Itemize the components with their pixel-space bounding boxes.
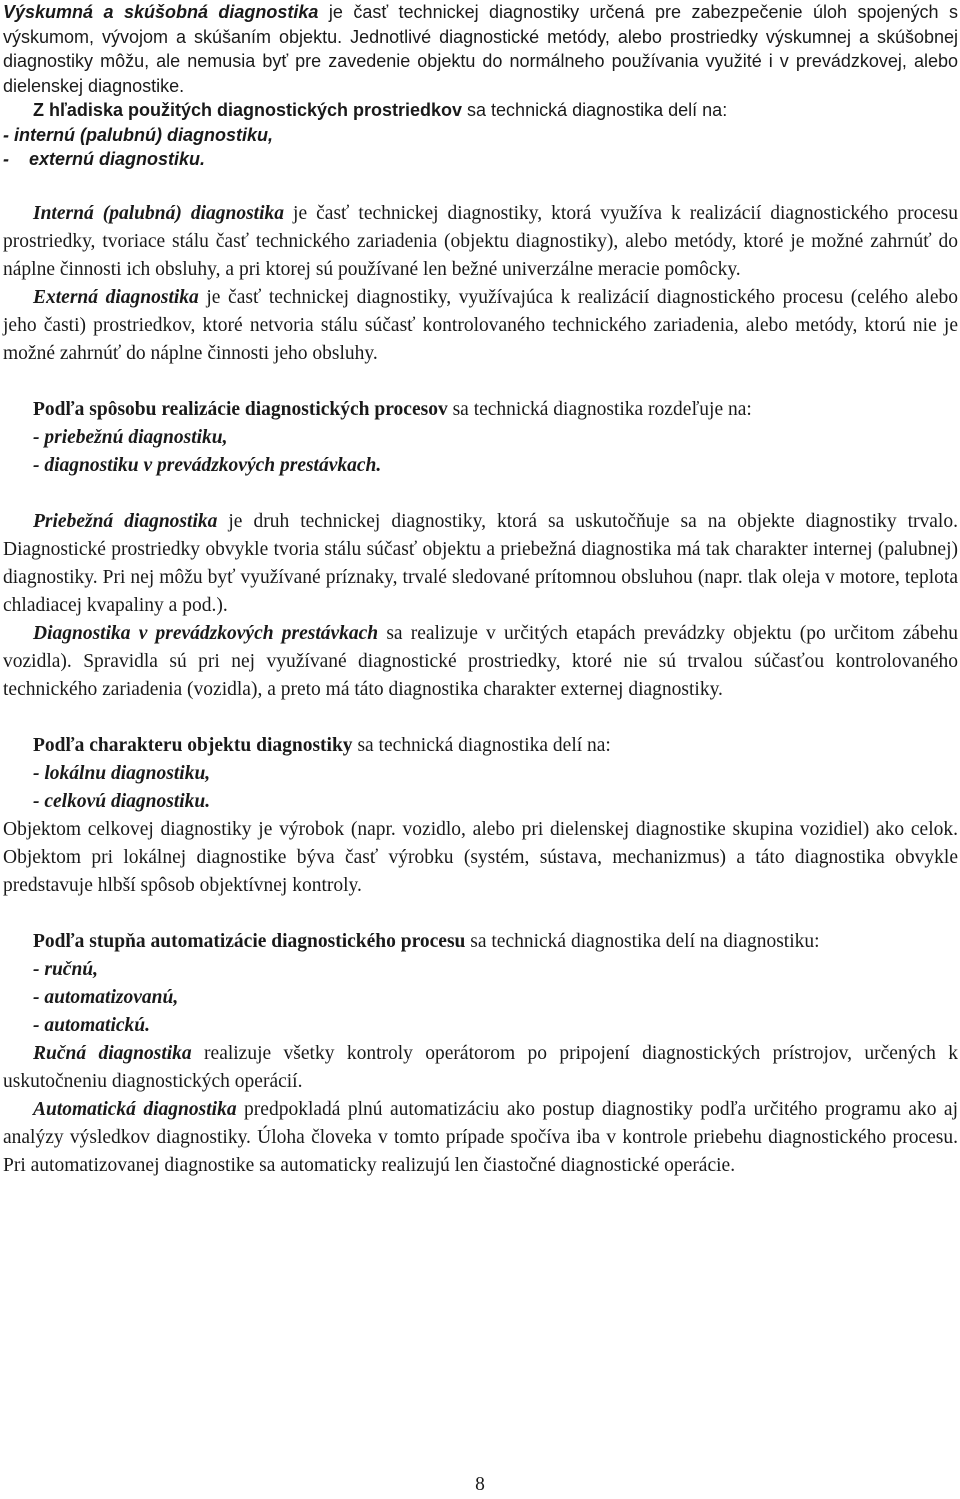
section1-item-1: - internú (palubnú) diagnostiku, xyxy=(3,124,273,145)
section4-p1-text: realizuje všetky kontroly operátorom po pripojení diagnostických prístrojov, určených k uskutočneniu diagnostických operácií. xyxy=(3,1042,958,1092)
section4-heading-bold: Podľa stupňa automatizácie diagnostického procesu xyxy=(33,930,466,952)
intro-text: je časť technickej diagnostiky určená pre zabezpečenie úloh spojených s výskumom, vývojom a skúšaním objektu. Jednotlivé diagnostické metódy, alebo prostriedky výskumnej a skúšobnej diagnostiky môžu, ale nemusia byť pre zavedenie objektu do normálneho používania využité i v prevádzkovej, alebo dielenskej diagnostike. xyxy=(3,2,958,96)
section1-heading-tail: sa technická diagnostika delí na: xyxy=(462,100,728,120)
section3-paragraph-1: Objektom celkovej diagnostiky je výrobok (napr. vozidlo, alebo pri dielenskej diagnostike skupina vozidiel) ako celok. Objektom pri lokálnej diagnostike býva časť výrobku (systém, sústava, mechanizmus) a táto diagnostika obvykle predstavuje hlbší spôsob objektívnej kontroly. xyxy=(3,818,958,896)
section3-item-1: - lokálnu diagnostiku, xyxy=(33,762,211,784)
section3-item-2: - celkovú diagnostiku. xyxy=(33,790,211,812)
section2-heading-tail: sa technická diagnostika rozdeľuje na: xyxy=(447,398,752,420)
section4-p2-text: predpokladá plnú automatizáciu ako postup diagnostiky podľa určitého programu ako aj analýzy výsledkov diagnostiky. Úloha človeka v tomto prípade spočíva iba v kontrole priebehu diagnostického procesu. Pri automatizovanej diagnostike sa automaticky realizujú len čiastočné diagnostické operácie. xyxy=(3,1098,958,1176)
section2-heading-bold: Podľa spôsobu realizácie diagnostických procesov xyxy=(33,398,448,420)
section2-paragraph-1 xyxy=(3,508,958,620)
section3-heading-bold: Podľa charakteru objektu diagnostiky xyxy=(33,734,353,756)
section2-p1-text: je druh technickej diagnostiky, ktorá sa uskutočňuje sa na objekte diagnostiky trvalo. Diagnostické prostriedky obvykle tvoria stálu súčasť objektu a priebežná diagnostika má tak charakter internej (palubnej) diagnostiky. Pri nej môžu byť využívané príznaky, trvalé sledované prítomnou obsluhou (napr. tlak oleja v motore, teplota chladiacej kvapaliny a pod.). xyxy=(3,510,958,616)
section3-heading xyxy=(3,732,958,760)
section2-paragraph-2 xyxy=(3,620,958,704)
intro-paragraph xyxy=(3,0,958,98)
section1-heading-bold: Z hľadiska použitých diagnostických prostriedkov xyxy=(33,100,463,120)
section4-heading-tail: sa technická diagnostika delí na diagnostiku: xyxy=(465,930,820,952)
page-number: 8 xyxy=(475,1474,485,1495)
section4-heading xyxy=(3,928,958,956)
section2-p2-text: sa realizuje v určitých etapách prevádzky objektu (po určitom zábehu vozidla). Spravidla sú pri nej využívané diagnostické prostriedky, ktoré nie sú trvalou súčasťou kontrolovaného technického zariadenia (vozidla), a preto má táto diagnostika charakter externej diagnostiky. xyxy=(3,622,958,700)
section4-p1-term: Ručná diagnostika xyxy=(33,1042,192,1064)
section2-item-2: - diagnostiku v prevádzkových prestávkach. xyxy=(33,454,382,476)
section1-item-2: - externú diagnostiku. xyxy=(3,149,206,169)
section2-item-1: - priebežnú diagnostiku, xyxy=(33,426,228,448)
section4-paragraph-1 xyxy=(3,1040,958,1096)
section2-p2-term: Diagnostika v prevádzkových prestávkach xyxy=(33,622,379,644)
section4-item-3: - automatickú. xyxy=(33,1014,151,1036)
section4-item-2: - automatizovanú, xyxy=(33,986,179,1008)
section1-heading xyxy=(3,98,958,123)
section1-paragraph-1 xyxy=(3,200,958,284)
document-page xyxy=(3,0,958,1180)
section4-p2-term: Automatická diagnostika xyxy=(33,1098,237,1120)
section2-p1-term: Priebežná diagnostika xyxy=(33,510,218,532)
section2-heading xyxy=(3,396,958,424)
section4-paragraph-2 xyxy=(3,1096,958,1180)
section1-p1-text: je časť technickej diagnostiky, ktorá využíva k realizácií diagnostického procesu prostriedky, tvoriace stálu časť technického zariadenia (objektu diagnostiky), alebo metódy, ktoré je možné zahrnúť do náplne činnosti ich obsluhy, a pri ktorej sú používané len bežné univerzálne meracie pomôcky. xyxy=(3,202,958,280)
section1-p2-term: Externá diagnostika xyxy=(33,286,199,308)
section1-p1-term: Interná (palubná) diagnostika xyxy=(33,202,285,224)
section1-paragraph-2 xyxy=(3,284,958,368)
section3-heading-tail: sa technická diagnostika delí na: xyxy=(352,734,611,756)
section4-item-1: - ručnú, xyxy=(33,958,99,980)
section1-p2-text: je časť technickej diagnostiky, využívajúca k realizácií diagnostického procesu (celého alebo jeho časti) prostriedkov, ktoré netvoria stálu súčasť kontrolovaného technického zariadenia, alebo metódy, ktorú nie je možné zahrnúť do náplne činnosti jeho obsluhy. xyxy=(3,286,959,364)
intro-term: Výskumná a skúšobná diagnostika xyxy=(3,2,319,22)
